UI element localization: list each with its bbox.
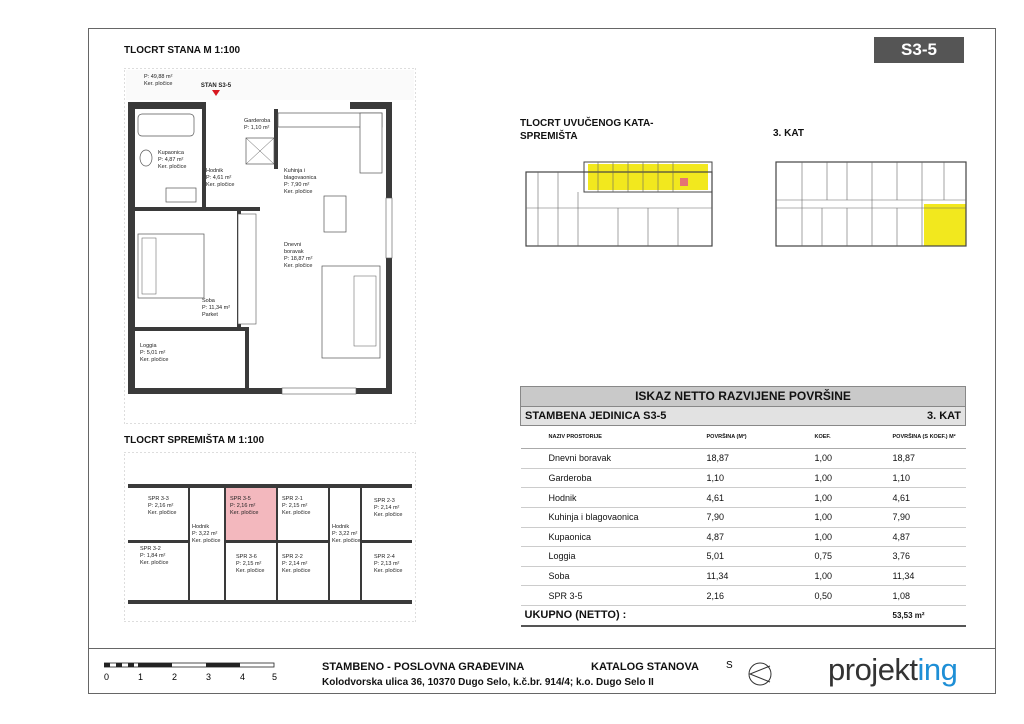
- table-row: Kupaonica 4,87 1,00 4,87: [521, 527, 966, 547]
- kuhinja-area: P: 7,90 m²: [284, 182, 310, 188]
- loggia-area: P: 5,01 m²: [140, 350, 166, 356]
- kuhinja-floor: Ker. pločice: [284, 189, 313, 195]
- kupaonica-floor: Ker. pločice: [158, 164, 187, 170]
- project-name: STAMBENO - POSLOVNA GRAĐEVINA: [322, 661, 525, 673]
- table-row: Soba 11,34 1,00 11,34: [521, 566, 966, 586]
- garderoba-area: P: 1,10 m²: [244, 125, 270, 131]
- total-value: 53,53 m²: [889, 605, 966, 625]
- table-row: Hodnik 4,61 1,00 4,61: [521, 488, 966, 508]
- terrace-floor: Ker. pločice: [144, 81, 173, 87]
- garderoba-label: Garderoba: [244, 118, 271, 124]
- spr32-label: SPR 3-2: [140, 546, 161, 552]
- unit-marker: STAN S3-5: [200, 83, 232, 89]
- spr35-floor: Ker. pločice: [230, 510, 259, 516]
- table-row: Garderoba 1,10 1,00 1,10: [521, 468, 966, 488]
- spr33-label: SPR 3-3: [148, 496, 169, 502]
- spr22-label: SPR 2-2: [282, 554, 303, 560]
- spr23-label: SPR 2-3: [374, 498, 395, 504]
- footer-divider: [88, 648, 996, 649]
- loggia-floor: Ker. pločice: [140, 357, 169, 363]
- table-total-row: [521, 605, 966, 625]
- north-label: S: [726, 660, 733, 671]
- spr36-floor: Ker. pločice: [236, 568, 265, 574]
- sheet-code-badge: S3-5: [874, 37, 964, 63]
- storage-hodnik-right-area: P: 3,22 m²: [332, 531, 358, 537]
- header-name: NAZIV PROSTORIJE: [521, 426, 703, 449]
- scale-tick: 2: [172, 672, 178, 682]
- table-title: ISKAZ NETTO RAZVIJENE POVRŠINE: [521, 387, 966, 407]
- spr32-floor: Ker. pločice: [140, 560, 169, 566]
- spr22-floor: Ker. pločice: [282, 568, 311, 574]
- dnevni-label-2: boravak: [284, 249, 304, 255]
- scale-tick: 5: [272, 672, 278, 682]
- north-arrow-icon: [722, 656, 778, 690]
- table-row: Loggia 5,01 0,75 3,76: [521, 547, 966, 567]
- table-header-row: [521, 426, 966, 449]
- spr33-area: P: 2,16 m²: [148, 503, 174, 509]
- header-area: POVRŠINA (M²): [703, 426, 811, 449]
- spr35-label: SPR 3-5: [230, 496, 251, 502]
- spr24-floor: Ker. pločice: [374, 568, 403, 574]
- storage-hodnik-left-area: P: 3,22 m²: [192, 531, 218, 537]
- header-coef: KOEF.: [811, 426, 889, 449]
- setback-title-2: SPREMIŠTA: [520, 131, 578, 142]
- storage-plan-title: TLOCRT SPREMIŠTA M 1:100: [124, 435, 265, 446]
- projekting-logo: projekting: [828, 652, 958, 687]
- spr21-floor: Ker. pločice: [282, 510, 311, 516]
- dnevni-floor: Ker. pločice: [284, 263, 313, 269]
- loggia-label: Loggia: [140, 343, 157, 349]
- dnevni-area: P: 18,87 m²: [284, 256, 313, 262]
- table-row: Dnevni boravak 18,87 1,00 18,87: [521, 449, 966, 469]
- spr36-area: P: 2,15 m²: [236, 561, 262, 567]
- kuhinja-label-2: blagovaonica: [284, 175, 317, 181]
- spr23-floor: Ker. pločice: [374, 512, 403, 518]
- spr33-floor: Ker. pločice: [148, 510, 177, 516]
- header-area-coef: POVRŠINA (S KOEF.) M²: [889, 426, 966, 449]
- kupaonica-label: Kupaonica: [158, 150, 184, 156]
- scale-tick: 3: [206, 672, 212, 682]
- project-address: Kolodvorska ulica 36, 10370 Dugo Selo, k.č.br. 914/4; k.o. Dugo Selo II: [322, 677, 654, 688]
- spr24-area: P: 2,13 m²: [374, 561, 400, 567]
- kuhinja-label-1: Kuhinja i: [284, 168, 306, 174]
- table-row: Kuhinja i blagovaonica 7,90 1,00 7,90: [521, 507, 966, 527]
- storage-floor-plan: [124, 452, 416, 622]
- storage-hodnik-right-floor: Ker. pločice: [332, 538, 361, 544]
- scale-tick: 1: [138, 672, 144, 682]
- area-table: [520, 386, 966, 627]
- table-row: SPR 3-5 2,16 0,50 1,08: [521, 586, 966, 606]
- spr24-label: SPR 2-4: [374, 554, 395, 560]
- spr32-area: P: 1,84 m²: [140, 553, 166, 559]
- soba-label: Soba: [202, 298, 215, 304]
- scale-tick: 0: [104, 672, 110, 682]
- table-floor: 3. KAT: [811, 406, 966, 426]
- scale-bar: [104, 661, 284, 685]
- third-floor-key-plan: [772, 158, 968, 250]
- dnevni-label-1: Dnevni: [284, 242, 302, 248]
- storage-hodnik-left: Hodnik: [192, 524, 210, 530]
- spr35-area: P: 2,16 m²: [230, 503, 256, 509]
- total-label: UKUPNO (NETTO) :: [521, 605, 889, 625]
- floor-title: 3. KAT: [773, 128, 804, 139]
- catalog-title: KATALOG STANOVA: [591, 661, 699, 673]
- kupaonica-area: P: 4,87 m²: [158, 157, 184, 163]
- table-unit: STAMBENA JEDINICA S3-5: [521, 406, 811, 426]
- spr36-label: SPR 3-6: [236, 554, 257, 560]
- storage-hodnik-right: Hodnik: [332, 524, 350, 530]
- storage-hodnik-left-floor: Ker. pločice: [192, 538, 221, 544]
- setback-title-1: TLOCRT UVUČENOG KATA-: [520, 118, 654, 129]
- soba-area: P: 11,34 m²: [202, 305, 231, 311]
- spr22-area: P: 2,14 m²: [282, 561, 308, 567]
- spr23-area: P: 2,14 m²: [374, 505, 400, 511]
- spr21-area: P: 2,15 m²: [282, 503, 308, 509]
- spr21-label: SPR 2-1: [282, 496, 303, 502]
- apartment-floor-plan: [124, 68, 416, 424]
- setback-floor-key-plan: [518, 158, 716, 250]
- scale-tick: 4: [240, 672, 246, 682]
- plan-title: TLOCRT STANA M 1:100: [124, 45, 241, 56]
- terrace-area: P: 49,88 m²: [144, 74, 173, 80]
- hodnik-floor: Ker. pločice: [206, 182, 235, 188]
- hodnik-area: P: 4,61 m²: [206, 175, 232, 181]
- soba-floor: Parket: [202, 312, 218, 318]
- hodnik-label: Hodnik: [206, 168, 224, 174]
